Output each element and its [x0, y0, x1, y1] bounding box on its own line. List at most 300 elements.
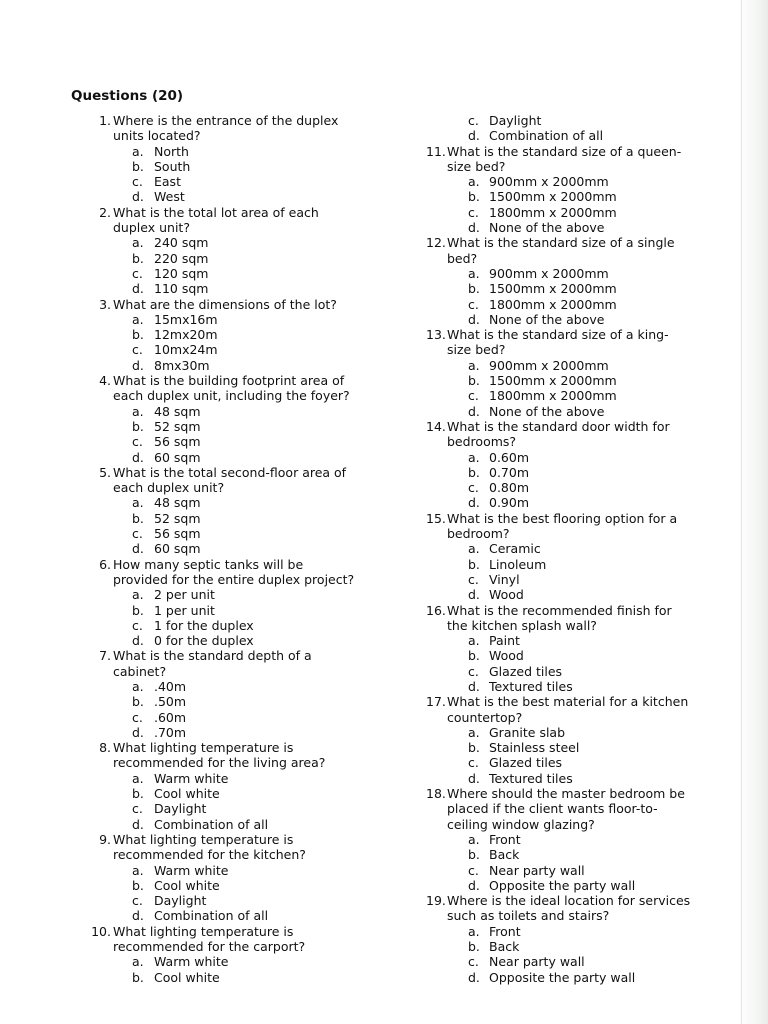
- answer-option: [86, 970, 386, 985]
- answer-option: [86, 786, 386, 801]
- option-text: 0.70m: [489, 464, 530, 480]
- answer-option: [420, 648, 720, 663]
- answer-option: [420, 495, 720, 510]
- answer-options: [420, 450, 720, 511]
- option-text: Near party wall: [489, 862, 585, 878]
- option-letter: b.: [468, 556, 480, 572]
- option-text: 10mx24m: [154, 342, 218, 358]
- answer-option: [86, 174, 386, 189]
- answer-option: [86, 893, 386, 908]
- question-number: 11.: [426, 143, 446, 159]
- answer-option: [420, 863, 720, 878]
- option-text: Combination of all: [154, 816, 269, 832]
- answer-option: [86, 404, 386, 419]
- question-item: [420, 327, 720, 419]
- question-item: [86, 648, 386, 740]
- option-text: Linoleum: [489, 556, 547, 572]
- question-item: [86, 205, 386, 297]
- option-letter: c.: [132, 526, 143, 542]
- option-text: 60 sqm: [154, 449, 201, 465]
- option-text: Daylight: [154, 801, 207, 817]
- option-letter: c.: [132, 174, 143, 190]
- answer-options: [420, 924, 720, 985]
- answer-options: [86, 679, 386, 740]
- option-text: Front: [489, 831, 521, 847]
- option-text: 60 sqm: [154, 541, 201, 557]
- option-text: Cool white: [154, 877, 220, 893]
- answer-option: [420, 541, 720, 556]
- answer-option: [420, 633, 720, 648]
- option-letter: a.: [132, 770, 144, 786]
- answer-option: [86, 725, 386, 740]
- question-text: What lighting temperature is recommended for the kitchen?: [113, 831, 306, 863]
- option-letter: b.: [468, 939, 480, 955]
- option-text: Glazed tiles: [489, 755, 563, 771]
- answer-options: [420, 174, 720, 235]
- option-letter: b.: [132, 694, 144, 710]
- question-number: 12.: [426, 235, 446, 251]
- answer-options: [86, 954, 386, 985]
- question-text: What is the building footprint area of each duplex unit, including the foyer?: [113, 373, 350, 404]
- answer-option: [420, 755, 720, 770]
- option-text: Back: [489, 939, 520, 955]
- option-text: Granite slab: [489, 724, 566, 740]
- option-text: 52 sqm: [154, 510, 201, 526]
- question-number: 14.: [426, 418, 446, 434]
- question-text: How many septic tanks will be provided for the entire duplex project?: [113, 556, 355, 587]
- option-text: Daylight: [489, 113, 542, 128]
- answer-options: [420, 832, 720, 893]
- option-letter: d.: [132, 281, 144, 297]
- option-letter: c.: [468, 113, 479, 128]
- option-text: 0.90m: [489, 495, 530, 511]
- section-heading: Questions (20): [71, 88, 184, 104]
- option-text: Stainless steel: [489, 740, 580, 756]
- option-letter: d.: [132, 449, 144, 465]
- option-text: 8mx30m: [154, 357, 210, 373]
- answer-option: [86, 526, 386, 541]
- option-text: Vinyl: [489, 571, 520, 587]
- answer-option: [420, 557, 720, 572]
- answer-option: [86, 495, 386, 510]
- question-number: 18.: [426, 786, 446, 802]
- option-letter: d.: [132, 189, 144, 205]
- option-text: Daylight: [154, 893, 207, 909]
- option-letter: d.: [468, 311, 480, 327]
- question-text: What lighting temperature is recommended for the living area?: [113, 740, 326, 771]
- option-text: Textured tiles: [489, 770, 573, 786]
- answer-option: [86, 618, 386, 633]
- option-letter: b.: [132, 158, 144, 174]
- option-text: .60m: [154, 709, 187, 725]
- answer-option: [420, 297, 720, 312]
- answer-option: [420, 954, 720, 969]
- option-letter: a.: [132, 678, 144, 694]
- option-letter: b.: [468, 648, 480, 664]
- answer-option: [420, 480, 720, 495]
- question-text: Where should the master bedroom be placed if the client wants floor-to- ceiling window glazing?: [447, 786, 685, 832]
- answer-option: [420, 465, 720, 480]
- option-text: 900mm x 2000mm: [489, 174, 609, 190]
- question-item: [86, 557, 386, 649]
- question-text: What is the standard size of a king- size bed?: [447, 327, 669, 358]
- option-text: 1800mm x 2000mm: [489, 388, 617, 404]
- question-text: Where is the ideal location for services such as toilets and stairs?: [447, 893, 691, 924]
- question-text: What is the total lot area of each duplex unit?: [113, 204, 319, 236]
- option-text: 0.80m: [489, 480, 530, 496]
- option-text: 900mm x 2000mm: [489, 265, 609, 281]
- option-text: Glazed tiles: [489, 663, 563, 679]
- answer-option: [86, 817, 386, 832]
- question-item: [420, 694, 720, 786]
- option-text: Warm white: [154, 770, 229, 786]
- option-letter: c.: [132, 434, 143, 450]
- answer-option: [86, 251, 386, 266]
- option-text: Back: [489, 847, 520, 863]
- option-text: Cool white: [154, 969, 220, 985]
- answer-options: [86, 771, 386, 832]
- option-text: 1 per unit: [154, 602, 215, 618]
- question-number: 13.: [426, 327, 446, 343]
- option-letter: d.: [132, 908, 144, 924]
- page-edge-shadow: [738, 0, 768, 1024]
- question-text: What is the standard size of a queen- size bed?: [447, 143, 682, 174]
- option-letter: b.: [132, 602, 144, 618]
- option-letter: c.: [468, 755, 479, 771]
- question-item: [420, 419, 720, 511]
- option-text: Combination of all: [489, 128, 604, 144]
- question-text: What lighting temperature is recommended for the carport?: [113, 923, 306, 955]
- option-letter: b.: [468, 464, 480, 480]
- option-text: .40m: [154, 678, 187, 694]
- answer-options: [420, 725, 720, 786]
- answer-options: [86, 235, 386, 296]
- question-item: [86, 832, 386, 924]
- answer-option: [420, 312, 720, 327]
- question-text: What is the best material for a kitchen countertop?: [447, 694, 689, 725]
- question-number: 1.: [99, 113, 111, 128]
- option-letter: c.: [468, 954, 479, 970]
- answer-options: [86, 587, 386, 648]
- option-letter: d.: [468, 678, 480, 694]
- right-question-column: [420, 113, 720, 985]
- option-text: 1500mm x 2000mm: [489, 281, 617, 297]
- option-letter: d.: [468, 770, 480, 786]
- option-letter: d.: [468, 128, 480, 144]
- option-letter: c.: [132, 893, 143, 909]
- option-text: Opposite the party wall: [489, 877, 636, 893]
- answer-option: [420, 281, 720, 296]
- question-text: What is the standard size of a single bed?: [447, 235, 675, 266]
- question-text: Where is the entrance of the duplex units located?: [113, 113, 339, 144]
- option-letter: a.: [468, 724, 480, 740]
- option-text: None of the above: [489, 311, 605, 327]
- option-letter: c.: [468, 296, 479, 312]
- option-letter: c.: [132, 801, 143, 817]
- answer-option: [420, 771, 720, 786]
- answer-option: [86, 771, 386, 786]
- option-letter: c.: [132, 342, 143, 358]
- question-number: 9.: [99, 831, 111, 847]
- question-number: 16.: [426, 602, 446, 618]
- option-text: 2 per unit: [154, 587, 215, 603]
- question-item: [420, 144, 720, 236]
- option-letter: b.: [132, 250, 144, 266]
- option-text: Opposite the party wall: [489, 969, 636, 985]
- question-item: [420, 235, 720, 327]
- option-letter: a.: [132, 587, 144, 603]
- option-letter: b.: [468, 373, 480, 389]
- option-letter: b.: [132, 969, 144, 985]
- option-letter: c.: [132, 709, 143, 725]
- option-text: North: [154, 143, 189, 159]
- option-text: 120 sqm: [154, 265, 209, 281]
- option-text: Textured tiles: [489, 678, 573, 694]
- option-letter: b.: [132, 877, 144, 893]
- answer-options: [420, 266, 720, 327]
- option-text: Combination of all: [154, 908, 269, 924]
- question-number: 5.: [99, 464, 111, 480]
- option-letter: c.: [468, 862, 479, 878]
- question-number: 19.: [426, 893, 446, 909]
- option-letter: a.: [132, 495, 144, 511]
- answer-option: [420, 725, 720, 740]
- page-edge-line: [741, 0, 742, 1024]
- answer-options: [420, 358, 720, 419]
- option-text: .50m: [154, 694, 187, 710]
- option-letter: a.: [468, 831, 480, 847]
- answer-options: [86, 495, 386, 556]
- question-number: 6.: [99, 556, 111, 572]
- answer-option: [86, 710, 386, 725]
- question-item: [420, 786, 720, 893]
- answer-option: [86, 419, 386, 434]
- option-letter: b.: [468, 281, 480, 297]
- answer-option: [86, 450, 386, 465]
- question-number: 17.: [426, 694, 446, 710]
- answer-option: [420, 740, 720, 755]
- answer-options: [86, 312, 386, 373]
- question-text: What is the recommended finish for the kitchen splash wall?: [447, 602, 672, 633]
- option-letter: a.: [468, 633, 480, 649]
- answer-option: [86, 235, 386, 250]
- answer-option: [86, 144, 386, 159]
- question-item: [420, 603, 720, 695]
- answer-option: [420, 832, 720, 847]
- option-text: 1500mm x 2000mm: [489, 189, 617, 205]
- answer-option: [86, 189, 386, 204]
- option-text: South: [154, 158, 191, 174]
- answer-option: [86, 541, 386, 556]
- option-letter: d.: [132, 816, 144, 832]
- option-text: 0 for the duplex: [154, 633, 254, 649]
- answer-option: [420, 189, 720, 204]
- option-letter: a.: [468, 449, 480, 465]
- option-text: 240 sqm: [154, 235, 209, 251]
- answer-option: [420, 924, 720, 939]
- option-text: 1800mm x 2000mm: [489, 296, 617, 312]
- option-letter: d.: [468, 877, 480, 893]
- option-text: 56 sqm: [154, 526, 201, 542]
- answer-option: [420, 388, 720, 403]
- option-text: 1800mm x 2000mm: [489, 204, 617, 220]
- option-letter: d.: [132, 633, 144, 649]
- option-text: None of the above: [489, 403, 605, 419]
- option-text: 48 sqm: [154, 495, 201, 511]
- answer-option: [420, 205, 720, 220]
- answer-option: [86, 159, 386, 174]
- answer-option: [420, 358, 720, 373]
- option-text: Front: [489, 923, 521, 939]
- question-item: [86, 113, 386, 205]
- question-number: 8.: [99, 740, 111, 756]
- answer-option: [86, 312, 386, 327]
- question-number: 15.: [426, 510, 446, 526]
- option-text: West: [154, 189, 185, 205]
- option-text: Wood: [489, 648, 524, 664]
- option-letter: d.: [468, 403, 480, 419]
- option-letter: a.: [468, 357, 480, 373]
- answer-option: [420, 404, 720, 419]
- option-text: Ceramic: [489, 541, 541, 557]
- answer-options: [420, 633, 720, 694]
- option-letter: c.: [468, 204, 479, 220]
- option-letter: a.: [468, 265, 480, 281]
- option-letter: b.: [468, 847, 480, 863]
- answer-option: [420, 679, 720, 694]
- answer-option: [420, 128, 720, 143]
- answer-options: [420, 541, 720, 602]
- option-letter: a.: [132, 311, 144, 327]
- question-item: [420, 893, 720, 985]
- option-text: Cool white: [154, 786, 220, 802]
- option-text: 52 sqm: [154, 418, 201, 434]
- option-letter: c.: [468, 388, 479, 404]
- option-text: 110 sqm: [154, 281, 209, 297]
- answer-option: [86, 327, 386, 342]
- option-letter: d.: [468, 587, 480, 603]
- option-letter: d.: [468, 495, 480, 511]
- option-letter: b.: [132, 327, 144, 343]
- option-text: 48 sqm: [154, 403, 201, 419]
- answer-option: [86, 434, 386, 449]
- answer-option: [86, 863, 386, 878]
- answer-option: [420, 847, 720, 862]
- option-text: Paint: [489, 633, 520, 649]
- answer-option: [420, 878, 720, 893]
- option-text: 0.60m: [489, 449, 530, 465]
- answer-option: [86, 281, 386, 296]
- answer-option: [86, 587, 386, 602]
- option-letter: a.: [132, 862, 144, 878]
- answer-option: [420, 113, 720, 128]
- answer-option: [86, 358, 386, 373]
- option-letter: c.: [132, 265, 143, 281]
- answer-option: [86, 266, 386, 281]
- option-letter: a.: [468, 541, 480, 557]
- option-letter: d.: [132, 541, 144, 557]
- option-letter: c.: [468, 663, 479, 679]
- option-letter: b.: [132, 786, 144, 802]
- option-letter: d.: [132, 724, 144, 740]
- answer-option: [420, 664, 720, 679]
- question-text: What is the standard door width for bedrooms?: [447, 418, 670, 450]
- question-number: 2.: [99, 204, 111, 220]
- answer-options: [86, 144, 386, 205]
- answer-option: [420, 220, 720, 235]
- answer-option: [86, 954, 386, 969]
- option-text: Near party wall: [489, 954, 585, 970]
- answer-option: [86, 342, 386, 357]
- option-letter: c.: [132, 617, 143, 633]
- option-letter: a.: [132, 143, 144, 159]
- option-text: 1500mm x 2000mm: [489, 373, 617, 389]
- option-letter: a.: [132, 403, 144, 419]
- option-text: Warm white: [154, 862, 229, 878]
- option-text: 15mx16m: [154, 311, 218, 327]
- answer-option: [86, 801, 386, 816]
- option-letter: c.: [468, 571, 479, 587]
- question-number: 3.: [99, 296, 111, 312]
- question-item: [86, 740, 386, 832]
- answer-option: [86, 633, 386, 648]
- question-text: What is the total second-floor area of each duplex unit?: [113, 464, 347, 496]
- question-text: What is the best flooring option for a bedroom?: [447, 510, 678, 542]
- option-text: Wood: [489, 587, 524, 603]
- option-text: 220 sqm: [154, 250, 209, 266]
- answer-option: [86, 908, 386, 923]
- option-text: 12mx20m: [154, 327, 218, 343]
- answer-option: [86, 694, 386, 709]
- answer-option: [420, 970, 720, 985]
- option-letter: b.: [468, 189, 480, 205]
- option-letter: b.: [468, 740, 480, 756]
- option-letter: c.: [468, 480, 479, 496]
- answer-option: [420, 939, 720, 954]
- option-text: .70m: [154, 724, 187, 740]
- option-letter: a.: [468, 174, 480, 190]
- answer-option: [420, 174, 720, 189]
- left-question-column: [86, 113, 386, 985]
- option-text: 1 for the duplex: [154, 617, 254, 633]
- option-text: 900mm x 2000mm: [489, 357, 609, 373]
- answer-option: [420, 450, 720, 465]
- answer-option: [420, 266, 720, 281]
- option-text: East: [154, 174, 181, 190]
- option-text: 56 sqm: [154, 434, 201, 450]
- option-letter: b.: [132, 418, 144, 434]
- answer-option: [86, 603, 386, 618]
- option-letter: a.: [468, 923, 480, 939]
- question-item: [420, 511, 720, 603]
- answer-options: [86, 863, 386, 924]
- option-text: Warm white: [154, 954, 229, 970]
- question-number: 10.: [91, 923, 111, 939]
- answer-option: [86, 878, 386, 893]
- question-item: [86, 924, 386, 985]
- option-letter: a.: [132, 954, 144, 970]
- question-text: What are the dimensions of the lot?: [113, 296, 337, 312]
- answer-option: [86, 679, 386, 694]
- option-text: None of the above: [489, 220, 605, 236]
- answer-option: [86, 511, 386, 526]
- question-item: [86, 465, 386, 557]
- option-letter: d.: [468, 969, 480, 985]
- answer-option: [420, 373, 720, 388]
- question-number: 7.: [99, 648, 111, 664]
- question-text: What is the standard depth of a cabinet?: [113, 648, 312, 679]
- question-item: [86, 373, 386, 465]
